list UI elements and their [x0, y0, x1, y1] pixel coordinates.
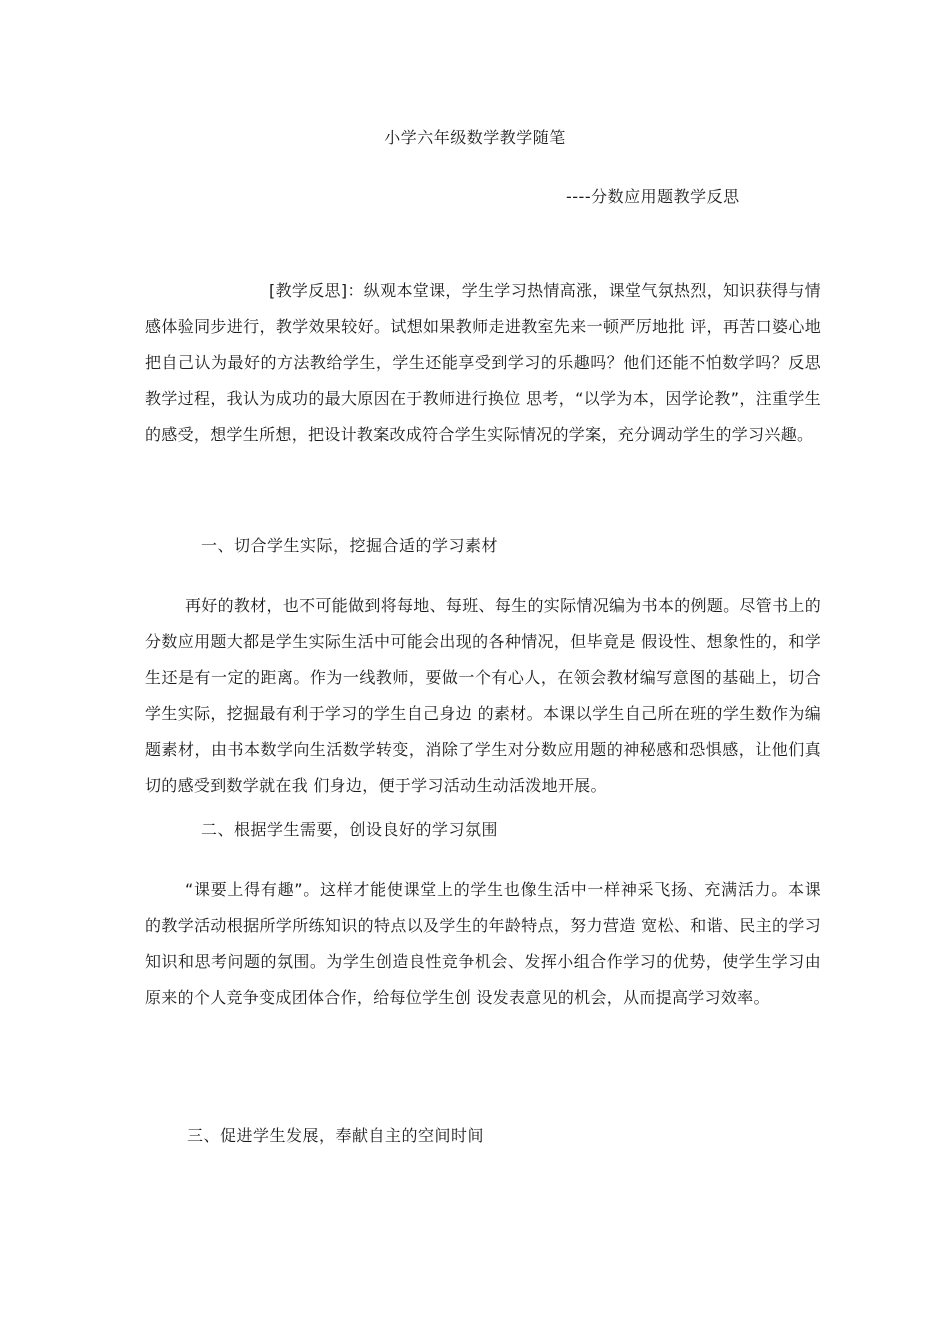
section-2-paragraph: “课要上得有趣”。这样才能使课堂上的学生也像生活中一样神采飞扬、充满活力。本课的教学活动根据所学所练知识的特点以及学生的年龄特点，努力营造 宽松、和谐、民主的学习知识和思考问题的氛围。为学生创造良性竞争机会、发挥小组合作学习的优势，使学生学习由原来的个人竞争变成团体合作，给每位学生创 设发表意见的机会，从而提高学习效率。 [145, 880, 821, 1007]
section-2-heading: 二、根据学生需要，创设良好的学习氛围 [201, 820, 499, 839]
reflection-paragraph: [教学反思]：纵观本堂课，学生学习热情高涨，课堂气氛热烈，知识获得与情感体验同步进行，教学效果较好。试想如果教师走进教室先来一顿严厉地批 评，再苦口婆心地把自己认为最好的方法教给学生，学生还能享受到学习的乐趣吗？他们还能不怕数学吗？反思教学过程，我认为成功的最大原因在于教师进行换位 思考，“以学为本，因学论教”，注重学生的感受，想学生所想，把设计教案改成符合学生实际情况的学案，充分调动学生的学习兴趣。 [145, 281, 821, 444]
section-3-heading: 三、促进学生发展，奉献自主的空间时间 [187, 1126, 485, 1145]
section-1-heading: 一、切合学生实际，挖掘合适的学习素材 [201, 536, 499, 555]
document-title: 小学六年级数学教学随笔 [384, 128, 566, 147]
document-subtitle: ----分数应用题教学反思 [566, 187, 740, 206]
section-1-paragraph: 再好的教材，也不可能做到将每地、每班、每生的实际情况编为书本的例题。尽管书上的分数应用题大都是学生实际生活中可能会出现的各种情况，但毕竟是 假设性、想象性的，和学生还是有一定的距离。作为一线教师，要做一个有心人，在领会教材编写意图的基础上，切合学生实际，挖掘最有利于学习的学生自己身边 的素材。本课以学生自己所在班的学生数作为编题素材，由书本数学向生活数学转变，消除了学生对分数应用题的神秘感和恐惧感，让他们真切的感受到数学就在我 们身边，便于学习活动生动活泼地开展。 [145, 596, 821, 795]
